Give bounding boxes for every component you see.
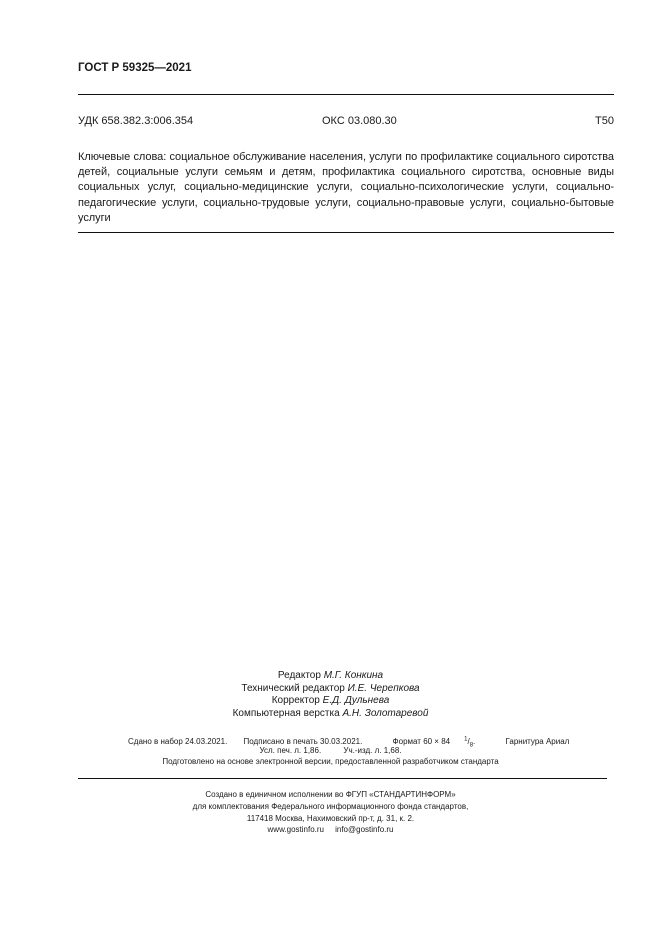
footer-line: для комплектования Федерального информационного фонда стандартов, — [192, 801, 469, 811]
credit-role: Компьютерная верстка — [232, 707, 340, 719]
footer-divider — [78, 778, 607, 779]
credits-block — [0, 670, 661, 720]
top-divider — [78, 94, 614, 95]
publisher-sheets: Уч.-изд. л. 1,68. — [343, 746, 402, 755]
signed-text: Подписано в печать 30.03.2021. — [243, 736, 363, 746]
publication-line-2 — [0, 745, 661, 756]
credit-name: А.Н. Золотаревой — [342, 707, 429, 719]
website-link[interactable]: www.gostinfo.ru — [267, 825, 324, 835]
credit-editor — [0, 670, 661, 683]
format-suffix: . — [473, 736, 476, 746]
keywords-divider — [78, 232, 614, 233]
standard-number: ГОСТ Р 59325—2021 — [78, 62, 192, 74]
udk-code: УДК 658.382.3:006.354 — [78, 115, 194, 127]
paper-format: Формат 60 × 84 $^1/_8$. — [392, 736, 476, 749]
prepared-note: Подготовлено на основе электронной версии, предоставленной разработчиком стандарта — [162, 757, 499, 766]
credit-role: Технический редактор — [241, 682, 345, 694]
group-code: Т50 — [595, 115, 614, 127]
credit-layout — [0, 708, 661, 721]
format-sub: 8 — [469, 742, 474, 749]
format-text: Формат 60 × 84 — [392, 736, 451, 746]
footer-contacts — [0, 824, 661, 836]
credit-tech-editor — [0, 683, 661, 696]
credit-role: Корректор — [271, 695, 320, 707]
footer-line: Создано в единичном исполнении во ФГУП «СТАНДАРТИНФОРМ» — [205, 790, 456, 799]
submitted-date: Сдано в набор 24.03.2021. — [128, 736, 228, 746]
credit-proofreader — [0, 695, 661, 708]
keywords-paragraph: Ключевые слова: социальное обслуживание населения, услуги по профилактике социального сиротства детей, социальные услуги семьям и детям, профилактика социального сиротства, основные виды социальных услуг, социально-медицинские услуги, социально-психологические услуги, социально-педагогические услуги, социально-трудовые услуги, социально-правовые услуги, социально-бытовые услуги — [78, 151, 614, 224]
credit-name: И.Е. Черепкова — [347, 682, 420, 694]
oks-code: ОКС 03.080.30 — [322, 115, 397, 127]
credit-name: М.Г. Конкина — [323, 670, 384, 681]
credit-name: Е.Д. Дульнева — [322, 695, 390, 707]
classification-row — [78, 115, 614, 127]
credit-role: Редактор — [277, 670, 321, 681]
format-sup: 1 — [464, 736, 468, 742]
footer-line: 117418 Москва, Нахимовский пр-т, д. 31, к. 2. — [246, 813, 415, 823]
print-sheets: Усл. печ. л. 1,86. — [259, 746, 322, 755]
typeface: Гарнитура Ариал — [505, 736, 570, 746]
publisher-footer — [0, 789, 661, 836]
email-link[interactable]: info@gostinfo.ru — [335, 825, 394, 835]
